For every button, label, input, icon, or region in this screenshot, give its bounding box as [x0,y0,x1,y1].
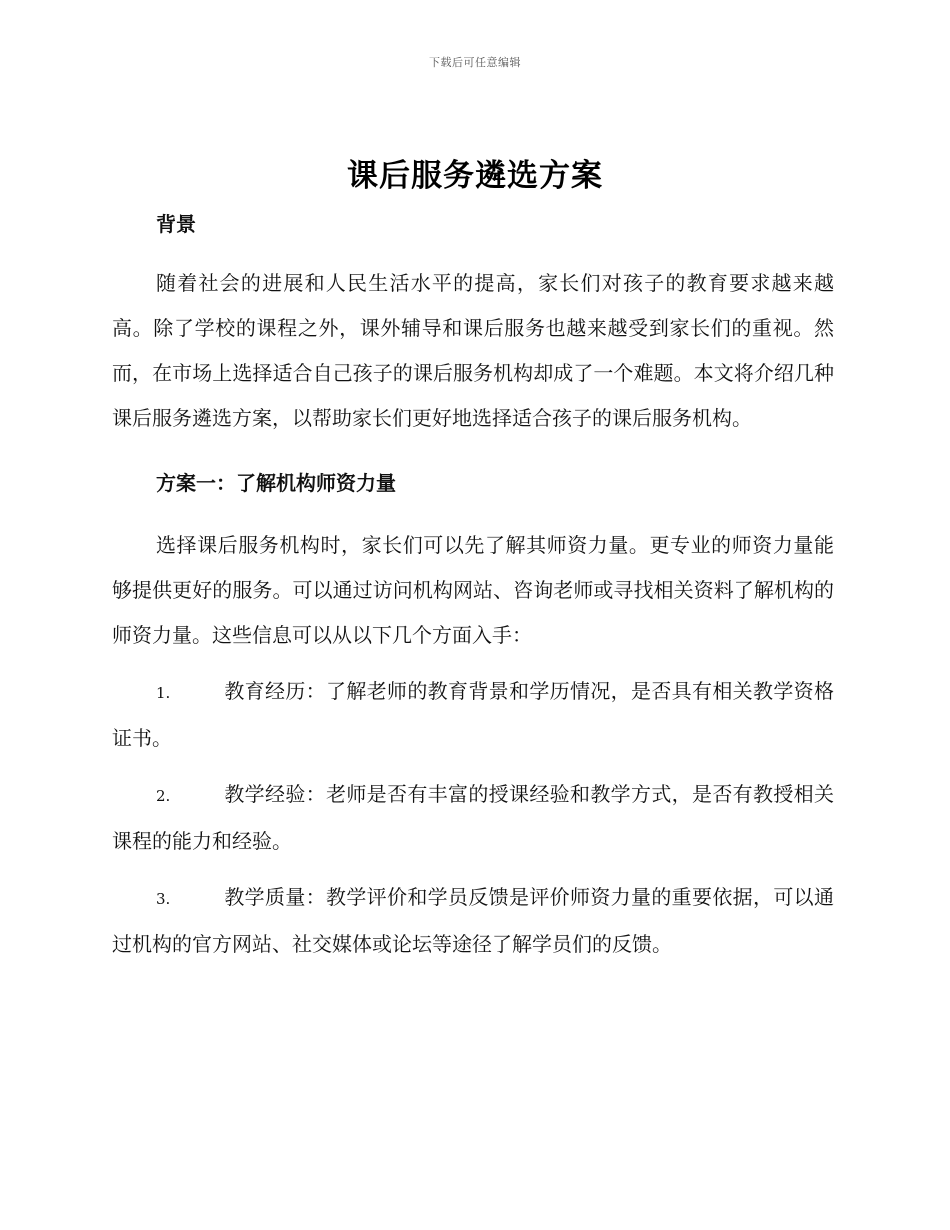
section-heading-background: 背景 [156,212,196,236]
list-item [112,875,834,967]
list-item-text: 教学质量：教学评价和学员反馈是评价师资力量的重要依据，可以通过机构的官方网站、社交媒体或论坛等途径了解学员们的反馈。 [112,885,834,956]
list-item [112,669,834,761]
document-body [112,205,834,967]
background-paragraph: 随着社会的进展和人民生活水平的提高，家长们对孩子的教育要求越来越高。除了学校的课程之外，课外辅导和课后服务也越来越受到家长们的重视。然而，在市场上选择适合自己孩子的课后服务机构却成了一个难题。本文将介绍几种课后服务遴选方案，以帮助家长们更好地选择适合孩子的课后服务机构。 [112,271,834,430]
document-title: 课后服务遴选方案 [347,158,603,194]
list-item [112,772,834,864]
list-item-number: 2. [156,787,171,805]
section-heading-plan-one: 方案一：了解机构师资力量 [156,471,396,495]
plan-one-paragraph: 选择课后服务机构时，家长们可以先了解其师资力量。更专业的师资力量能够提供更好的服务。可以通过访问机构网站、咨询老师或寻找相关资料了解机构的师资力量。这些信息可以从以下几个方面入手： [112,533,834,647]
list-item-number: 3. [156,890,171,908]
list-item-number: 1. [156,684,171,702]
list-item-text: 教学经验：老师是否有丰富的授课经验和教学方式，是否有教授相关课程的能力和经验。 [112,782,834,853]
list-item-text: 教育经历：了解老师的教育背景和学历情况，是否具有相关教学资格证书。 [112,679,834,750]
header-note: 下载后可任意编辑 [429,56,521,69]
